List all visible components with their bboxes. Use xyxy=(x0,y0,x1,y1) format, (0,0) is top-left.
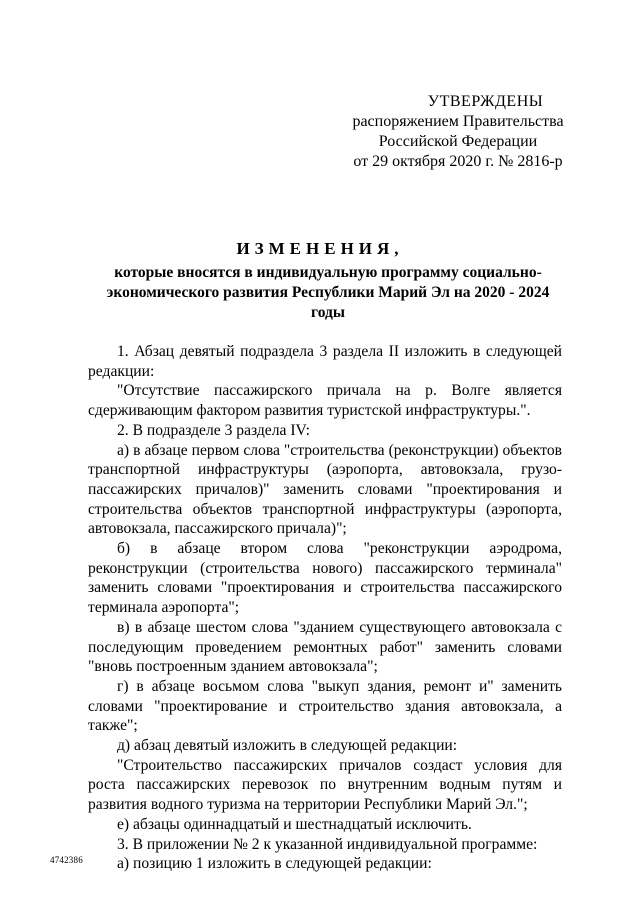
approval-line-2: Российской Федерации xyxy=(378,133,538,150)
paragraph-11: 3. В приложении № 2 к указанной индивидуальной программе: xyxy=(117,835,538,853)
paragraph-8: д) абзац девятый изложить в следующей редакции: xyxy=(117,737,458,755)
paragraph-2: "Отсутствие пассажирского причала на р. Волге является сдерживающим фактором развития туристской инфраструктуры.". xyxy=(88,382,562,420)
paragraph-9: "Строительство пассажирских причалов создаст условия для роста пассажирских перевозок по внутренним водным путям и развития водного туризма на территории Республики Марий Эл."; xyxy=(88,756,562,814)
paragraph-4: а) в абзаце первом слова "строительства (реконструкции) объектов транспортной инфраструктуры (аэропорта, автовокзала, грузо-пассажирских причалов)" заменить словами "проектирования и строительства объектов транспортной инфраструктуры (аэропорта, автовокзала, пассажирского причала)"; xyxy=(88,441,562,538)
paragraph-7: г) в абзаце восьмом слова "выкуп здания, ремонт и" заменить словами "проектирование и строительство здания автовокзала, а также"; xyxy=(88,677,562,735)
paragraph-6: в) в абзаце шестом слова "зданием существующего автовокзала с последующим проведением ремонтных работ" заменить словами "вновь построенным зданием автовокзала"; xyxy=(88,618,562,676)
document-subtitle: которые вносятся в индивидуальную программу социально-экономического развития Республики Марий Эл на 2020 - 2024 годы xyxy=(106,264,550,321)
paragraph-12: а) позицию 1 изложить в следующей редакции: xyxy=(117,855,432,873)
document-title: ИЗМЕНЕНИЯ, xyxy=(236,239,404,258)
paragraph-1: 1. Абзац девятый подраздела 3 раздела II изложить в следующей редакции: xyxy=(88,343,562,380)
footer-code: 4742386 xyxy=(50,855,83,865)
approval-line-3: от 29 октября 2020 г. № 2816-р xyxy=(353,153,563,170)
approval-block xyxy=(318,92,598,172)
approval-heading: УТВЕРЖДЕНЫ xyxy=(427,93,544,110)
paragraph-10: е) абзацы одиннадцатый и шестнадцатый исключить. xyxy=(117,815,472,833)
paragraph-5: б) в абзаце втором слова "реконструкции аэродрома, реконструкции (строительства нового) пассажирского терминала" заменить словами "проектирования и строительства пассажирского терминала аэропорта"; xyxy=(88,540,562,617)
document-body xyxy=(88,342,562,874)
paragraph-3: 2. В подразделе 3 раздела IV: xyxy=(117,421,310,439)
approval-line-1: распоряжением Правительства xyxy=(352,113,564,130)
